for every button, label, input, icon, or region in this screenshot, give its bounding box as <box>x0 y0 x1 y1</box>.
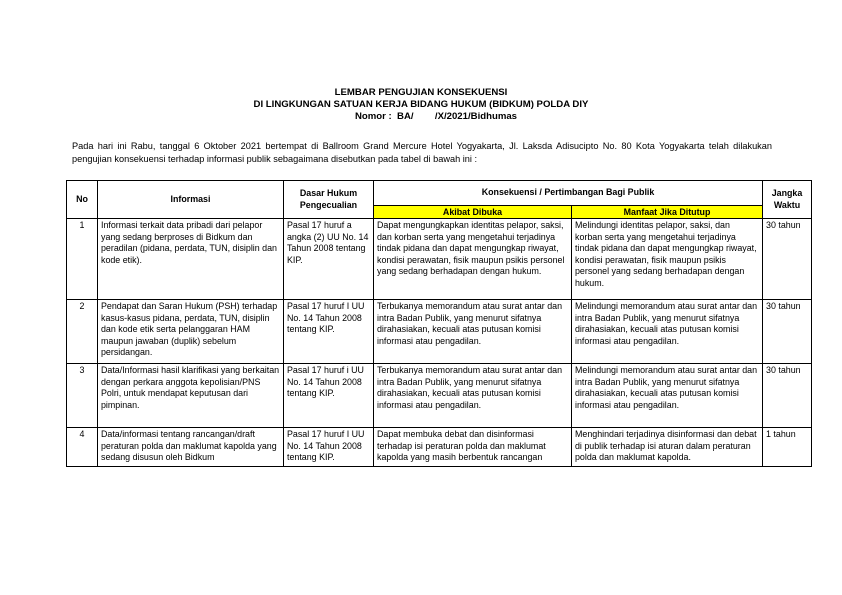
table-row <box>67 300 812 364</box>
cell-dasar-hukum: Pasal 17 huruf a angka (2) UU No. 14 Tahun 2008 tentang KIP. <box>284 219 374 300</box>
cell-jangka: 1 tahun <box>763 428 812 467</box>
cell-jangka: 30 tahun <box>763 300 812 364</box>
header-informasi: Informasi <box>98 181 284 219</box>
table-row <box>67 219 812 300</box>
cell-informasi: Data/Informasi hasil klarifikasi yang berkaitan dengan perkara anggota kepolisian/PNS Polri, untuk mendapat keputusan dari pimpinan. <box>98 364 284 428</box>
document-number: Nomor : BA/ /X/2021/Bidhumas <box>354 111 518 122</box>
header-dasar-hukum: Dasar Hukum Pengecualian <box>284 181 374 219</box>
cell-manfaat: Melindungi identitas pelapor, saksi, dan korban serta yang mengetahui terjadinya tindak pidana dan dapat mengungkap riwayat, kondisi perawatan, fisik maupun psikis personel yang sedang berhadapan dengan hukum. <box>572 219 763 300</box>
header-jangka-waktu: Jangka Waktu <box>763 181 812 219</box>
header-akibat-dibuka: Akibat Dibuka <box>374 206 572 219</box>
cell-jangka: 30 tahun <box>763 364 812 428</box>
table-row <box>67 428 812 467</box>
cell-dasar-hukum: Pasal 17 huruf i UU No. 14 Tahun 2008 tentang KIP. <box>284 364 374 428</box>
cell-manfaat: Melindungi memorandum atau surat antar dan intra Badan Publik, yang menurut sifatnya dirahasiakan, kecuali atas putusan komisi informasi atau pengadilan. <box>572 300 763 364</box>
consequence-table <box>66 180 812 467</box>
cell-no: 3 <box>67 364 98 428</box>
cell-akibat: Dapat mengungkapkan identitas pelapor, saksi, dan korban serta yang mengetahui terjadinya tindak pidana dan dapat mengungkap riwayat, kondisi perawatan, fisik maupun psikis personel yang sedang berhadapan dengan hukum. <box>374 219 572 300</box>
cell-no: 1 <box>67 219 98 300</box>
table-row <box>67 364 812 428</box>
header-manfaat-ditutup: Manfaat Jika Ditutup <box>572 206 763 219</box>
cell-informasi: Informasi terkait data pribadi dari pelapor yang sedang berproses di Bidkum dan peradilan (pidana, perdata, TUN, disiplin dan kode etik). <box>98 219 284 300</box>
document-header <box>0 87 842 123</box>
cell-informasi: Data/informasi tentang rancangan/draft peraturan polda dan maklumat kapolda yang sedang disusun oleh Bidkum <box>98 428 284 467</box>
cell-no: 4 <box>67 428 98 467</box>
header-no: No <box>67 181 98 219</box>
cell-akibat: Terbukanya memorandum atau surat antar dan intra Badan Publik, yang menurut sifatnya dirahasiakan, kecuali atas putusan komisi informasi atau pengadilan. <box>374 300 572 364</box>
intro-paragraph: Pada hari ini Rabu, tanggal 6 Oktober 2021 bertempat di Ballroom Grand Mercure Hotel Yogyakarta, Jl. Laksda Adisucipto No. 80 Kota Yogyakarta telah dilakukan pengujian konsekuensi terhadap informasi publik sebagaimana disebutkan pada tabel di bawah ini : <box>72 141 772 164</box>
header-konsekuensi: Konsekuensi / Pertimbangan Bagi Publik <box>374 181 763 206</box>
cell-akibat: Terbukanya memorandum atau surat antar dan intra Badan Publik, yang menurut sifatnya dirahasiakan, kecuali atas putusan komisi informasi atau pengadilan. <box>374 364 572 428</box>
cell-dasar-hukum: Pasal 17 huruf I UU No. 14 Tahun 2008 tentang KIP. <box>284 428 374 467</box>
cell-no: 2 <box>67 300 98 364</box>
cell-akibat: Dapat membuka debat dan disinformasi terhadap isi peraturan polda dan maklumat kapolda yang masih berbentuk rancangan <box>374 428 572 467</box>
document-title: LEMBAR PENGUJIAN KONSEKUENSI <box>334 87 508 98</box>
cell-manfaat: Menghindari terjadinya disinformasi dan debat di publik terhadap isi aturan dalam peraturan polda dan maklumat kapolda. <box>572 428 763 467</box>
cell-dasar-hukum: Pasal 17 huruf I UU No. 14 Tahun 2008 tentang KIP. <box>284 300 374 364</box>
cell-informasi: Pendapat dan Saran Hukum (PSH) terhadap kasus-kasus pidana, perdata, TUN, disiplin dan kode etik serta pelanggaran HAM maupun jawaban (duplik) sebelum persidangan. <box>98 300 284 364</box>
document-subtitle: DI LINGKUNGAN SATUAN KERJA BIDANG HUKUM (BIDKUM) POLDA DIY <box>253 99 589 110</box>
cell-jangka: 30 tahun <box>763 219 812 300</box>
cell-manfaat: Melindungi memorandum atau surat antar dan intra Badan Publik, yang menurut sifatnya dirahasiakan, kecuali atas putusan komisi informasi atau pengadilan. <box>572 364 763 428</box>
